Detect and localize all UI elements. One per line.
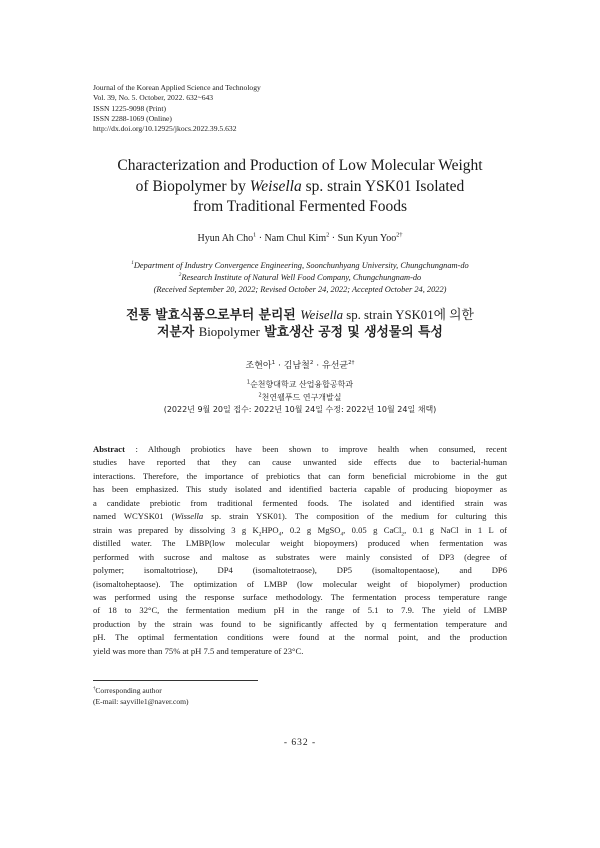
abstract-text: , 0.2 g MgSO (281, 524, 341, 535)
footnote-line-1 (93, 685, 189, 696)
received-dates: (Received September 20, 2022; Revised October 24, 2022; Accepted October 24, 2022) (153, 284, 447, 294)
korean-title-line-2-pre: 저분자 (157, 325, 199, 340)
abstract-line: a candidate prebiotic from traditional fermented foods. The isolated and identified strain was (93, 497, 507, 508)
korean-author-1: 조현아 (245, 361, 272, 371)
title-line-1: Characterization and Production of Low Molecular Weight (117, 157, 483, 174)
korean-affiliation-1-sup: 1 (246, 379, 251, 386)
abstract-line: distilled water. The LMBP(low molecular weight biopoymers) produced when fermentation was (93, 538, 507, 549)
abstract-colon: : (124, 444, 148, 454)
korean-affiliation-1-text: 순천향대학교 산업융합공학과 (250, 380, 354, 389)
korean-author-separator: · (275, 361, 284, 371)
title-line-2-pre: of Biopolymer by (135, 177, 250, 195)
korean-affiliation-1 (60, 379, 540, 392)
korean-affiliation-2-sup: 2 (258, 391, 262, 398)
affiliation-2-sup: 2 (178, 272, 182, 278)
journal-header (93, 83, 261, 134)
journal-issn-online: ISSN 2288-1069 (Online) (93, 113, 172, 123)
korean-title-line-1-post: sp. strain YSK01에 의한 (343, 308, 474, 322)
abstract-line (93, 443, 507, 456)
subscript: 2 (401, 531, 405, 538)
abstract-line: was performed using the response surface methodology. The fermentation process temperature range (93, 591, 507, 602)
title-line-3: from Traditional Fermented Foods (193, 198, 407, 215)
author-3-sup: 2† (396, 231, 403, 239)
author-2-sup: 2 (326, 231, 330, 239)
subscript: 4 (340, 531, 344, 538)
korean-title-biopolymer: Biopolymer (198, 325, 260, 339)
dagger-mark: † (93, 686, 96, 692)
author-3: Sun Kyun Yoo (337, 233, 397, 244)
korean-title (60, 307, 540, 341)
abstract-text: , 0.1 g NaCl in 1 L of (404, 524, 507, 535)
affiliation-2-text: Research Institute of Natural Well Food Company, Chungchungnam-do (181, 272, 422, 282)
abstract-text: Although probiotics have been shown to improve health when consumed, recent (147, 444, 507, 454)
korean-author-list (60, 358, 540, 371)
page-number: - 632 - (283, 738, 317, 748)
subscript: 4 (278, 531, 282, 538)
affiliations (40, 260, 560, 295)
abstract (93, 443, 507, 658)
abstract-text: HPO (261, 524, 279, 535)
affiliation-2 (40, 272, 560, 284)
journal-doi-link[interactable]: http://dx.doi.org/10.12925/jkocs.2022.39.5.632 (93, 124, 237, 134)
abstract-genus: Wissella (174, 511, 204, 522)
korean-title-line-1 (60, 307, 540, 324)
title-line-2-post: sp. strain YSK01 Isolated (301, 177, 465, 195)
author-1: Hyun Ah Cho (197, 233, 254, 244)
abstract-line: production by the strain was found to be significantly affected by q fermentation temperature and (93, 618, 507, 629)
korean-author-3: 유선균 (322, 361, 349, 371)
korean-author-3-sup: 2† (348, 360, 355, 366)
abstract-line (93, 510, 507, 523)
abstract-line: pH. The optimal fermentation conditions were found at the normal point, and the production (93, 632, 507, 643)
author-2: Nam Chul Kim (264, 233, 327, 244)
author-separator: · (256, 233, 265, 244)
abstract-text: named WCYSK01 ( (93, 511, 175, 522)
abstract-line: studies have reported that they can cause unwanted side effects due to bacterial-human (93, 457, 507, 468)
korean-title-line-2 (60, 324, 540, 341)
abstract-line (93, 524, 507, 537)
korean-affiliation-2-text: 천연웰푸드 연구개발실 (261, 392, 342, 402)
korean-author-1-sup: 1 (271, 360, 276, 366)
title-genus: Weisella (249, 177, 302, 195)
author-separator: · (329, 233, 338, 244)
affiliation-1-text: Department of Industry Convergence Engineering, Soonchunhyang University, Chungchungnam-do (133, 261, 469, 270)
footnote-divider (93, 680, 258, 681)
abstract-line: performed with sucrose and maltose as substrates were mainly consisted of DP3 (degree of (93, 551, 507, 562)
author-1-sup: 1 (253, 231, 257, 239)
abstract-text: strain was prepared by dissolving 3 g K (93, 524, 259, 535)
abstract-line: polymer; isomaltotriose), DP4 (isomaltotetraose), DP5 (isomaltopentaose), and DP6 (93, 565, 507, 576)
korean-affiliation-2 (60, 392, 540, 405)
korean-title-genus: Weisella (300, 308, 344, 322)
abstract-line: has been emphasized. This study isolated and identified bacteria capable of producing biopoymer as (93, 484, 507, 495)
korean-affiliations (60, 379, 540, 417)
subscript: 2 (258, 531, 262, 538)
korean-author-2: 김남철 (283, 361, 310, 371)
paper-title (60, 156, 540, 218)
journal-name: Journal of the Korean Applied Science and Technology (93, 83, 261, 92)
korean-title-line-2-post: 발효생산 공정 및 생성물의 특성 (259, 325, 443, 340)
abstract-text: sp. strain YSK01). The composition of the medium for culturing this (203, 511, 507, 522)
korean-author-2-sup: 2 (309, 360, 314, 366)
abstract-text: , 0.05 g CaCl (343, 524, 402, 535)
footnote (93, 685, 189, 707)
journal-issn-print: ISSN 1225-9098 (Print) (93, 103, 166, 113)
abstract-label: Abstract (93, 444, 125, 454)
korean-received-dates: (2022년 9월 20일 접수: 2022년 10월 24일 수정: 2022년 10월 24일 채택) (163, 405, 437, 414)
footnote-email: (E-mail: sayville1@naver.com) (93, 697, 189, 706)
author-list (60, 233, 540, 244)
abstract-line: interactions. Therefore, the importance of prebiotics that can form beneficial microbiome in the gut (93, 470, 507, 481)
abstract-line: of 18 to 32°C, the fermentation medium pH in the range of 5.1 to 7.9. The yield of LMBP (93, 605, 507, 616)
korean-author-separator: · (313, 361, 323, 371)
title-line-2 (60, 177, 540, 198)
affiliation-1 (40, 260, 560, 272)
korean-title-line-1-pre: 전통 발효식품으로부터 분리된 (126, 308, 301, 323)
journal-volume: Vol. 39, No. 5. October, 2022. 632~643 (93, 93, 214, 103)
corresponding-author-label: Corresponding author (95, 686, 162, 695)
abstract-line: (isomaltoheptaose). The optimization of LMBP (low molecular weight of biopolymer) production (93, 578, 507, 589)
abstract-line: yield was more than 75% at pH 7.5 and temperature of 23°C. (93, 645, 304, 656)
affiliation-1-sup: 1 (131, 260, 134, 267)
